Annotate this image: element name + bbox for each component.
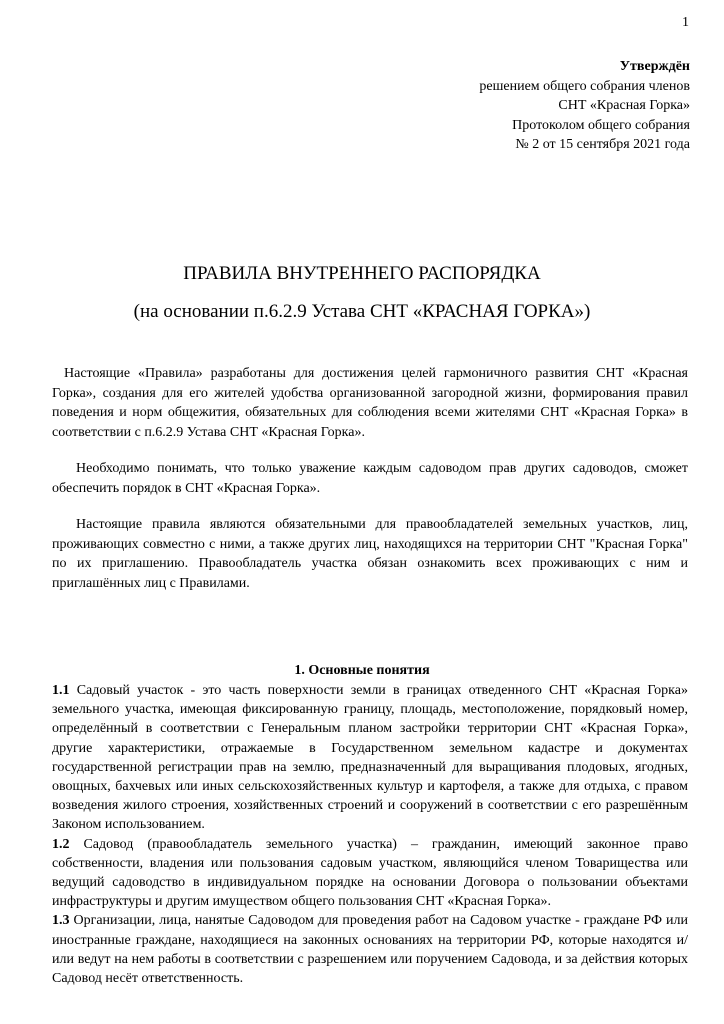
- intro-paragraph: Настоящие правила являются обязательными для правообладателей земельных участков, лиц, проживающих совместно с ними, а также других лиц, находящихся на территории СНТ "Красная Горка" по их приглашению. Правообладатель участка обязан ознакомить всех проживающих с ним и приглашённых лиц с Правилами.: [52, 517, 688, 591]
- document-subtitle: (на основании п.6.2.9 Устава СНТ «КРАСНАЯ ГОРКА»): [133, 301, 591, 322]
- definition-item: [52, 835, 688, 912]
- definition-text: Садовод (правообладатель земельного участка) – гражданин, имеющий законное право собственности, владения или пользования садовым участком, являющийся членом Товарищества или ведущий садоводство в индивидуальном порядке на основании Договора о пользовании объектами инфраструктуры и другим имуществом общего пользования СНТ «Красная Горка».: [52, 836, 688, 910]
- approval-heading: Утверждён: [619, 59, 690, 74]
- page-number: 1: [682, 15, 689, 30]
- definition-item: [52, 681, 688, 835]
- intro-paragraph: Необходимо понимать, что только уважение каждым садоводом прав других садоводов, сможет обеспечить порядок в СНТ «Красная Горка».: [52, 461, 688, 496]
- approval-line: Протоколом общего собрания: [512, 117, 690, 133]
- definition-number: 1.3: [52, 913, 70, 929]
- approval-line: решением общего собрания членов: [479, 78, 690, 94]
- definition-number: 1.1: [52, 683, 70, 698]
- definition-number: 1.2: [52, 836, 70, 852]
- definition-item: [52, 911, 688, 988]
- approval-line: СНТ «Красная Горка»: [558, 98, 690, 113]
- definition-text: Садовый участок - это часть поверхности земли в границах отведенного СНТ «Красная Горка» земельного участка, имеющая фиксированную границу, площадь, местоположение, порядковый номер, определённый в соответствии с Генеральным планом застройки территории СНТ «Красная Горка», другие характеристики, отражаемые в Государственном земельном кадастре и документах государственной регистрации прав на землю, предназначенный для выращивания плодовых, ягодных, овощных, бахчевых или иных сельскохозяйственных культур и картофеля, а также для отдыха, с правом возведения жилого строения, хозяйственных строений и сооружений в соответствии с его разрешённым Законом использованием.: [52, 683, 688, 833]
- approval-block: [479, 57, 690, 155]
- intro-paragraph: Настоящие «Правила» разработаны для достижения целей гармоничного развития СНТ «Красная Горка», создания для его жителей удобства организованной загородной жизни, формирования правил поведения и норм общежития, обязательных для соблюдения всеми жителями СНТ «Красная Горка» в соответствии с п.6.2.9 Устава СНТ «Красная Горка».: [52, 366, 688, 440]
- definition-text: Организации, лица, нанятые Садоводом для проведения работ на Садовом участке - граждане РФ или иностранные граждане, находящиеся на законных основаниях на территории РФ, которые находятся и/или ведут на нем работы в соответствии с разрешением или поручением Садовода, и за действия которых Садовод несёт ответственность.: [52, 913, 688, 987]
- document-title: ПРАВИЛА ВНУТРЕННЕГО РАСПОРЯДКА: [183, 263, 541, 284]
- definitions-list: [52, 681, 688, 988]
- section-heading: 1. Основные понятия: [294, 663, 430, 678]
- approval-line: № 2 от 15 сентября 2021 года: [515, 137, 690, 152]
